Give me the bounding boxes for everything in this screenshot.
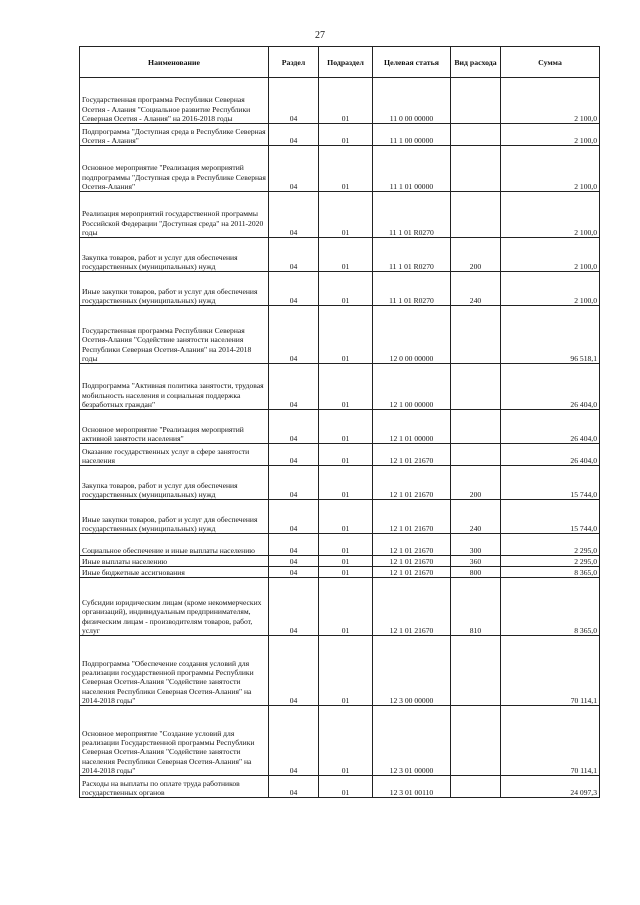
cell-type [451,146,501,192]
table-row [80,238,600,272]
cell-sum: 2 100,0 [501,78,600,124]
cell-type: 240 [451,500,501,534]
cell-name: Подпрограмма "Активная политика занятости, трудовая мобильность населения и социальная поддержка безработных граждан" [80,364,269,410]
cell-type [451,192,501,238]
cell-sum: 8 365,0 [501,578,600,636]
cell-target: 11 1 01 R0270 [373,238,451,272]
cell-section: 04 [269,466,319,500]
cell-target: 12 1 01 21670 [373,500,451,534]
table-row [80,567,600,578]
cell-name: Закупка товаров, работ и услуг для обеспечения государственных (муниципальных) нужд [80,238,269,272]
table-row [80,124,600,146]
cell-subsection: 01 [319,578,373,636]
cell-subsection: 01 [319,410,373,444]
column-header-sum: Сумма [501,47,600,78]
cell-target: 11 1 01 R0270 [373,272,451,306]
table-row [80,706,600,776]
cell-section: 04 [269,78,319,124]
cell-sum: 2 100,0 [501,272,600,306]
cell-subsection: 01 [319,776,373,798]
cell-type [451,444,501,466]
cell-name: Субсидии юридическим лицам (кроме некоммерческих организаций), индивидуальным предпринимателям, физическим лицам - производителям товаров, работ, услуг [80,578,269,636]
cell-sum: 2 295,0 [501,534,600,556]
cell-section: 04 [269,636,319,706]
cell-target: 12 3 00 00000 [373,636,451,706]
cell-name: Иные выплаты населению [80,556,269,567]
cell-subsection: 01 [319,556,373,567]
cell-target: 12 1 01 21670 [373,567,451,578]
cell-section: 04 [269,192,319,238]
cell-section: 04 [269,238,319,272]
budget-table [79,46,600,798]
cell-target: 12 1 01 21670 [373,444,451,466]
column-header-name: Наименование [80,47,269,78]
cell-type [451,78,501,124]
table-body [80,78,600,798]
table-row [80,192,600,238]
table-row [80,556,600,567]
cell-sum: 2 100,0 [501,192,600,238]
cell-type [451,706,501,776]
cell-subsection: 01 [319,706,373,776]
cell-name: Иные бюджетные ассигнования [80,567,269,578]
cell-target: 11 1 01 00000 [373,146,451,192]
cell-sum: 24 097,3 [501,776,600,798]
cell-name: Оказание государственных услуг в сфере занятости населения [80,444,269,466]
table-row [80,534,600,556]
cell-sum: 26 404,0 [501,444,600,466]
table-row [80,776,600,798]
cell-name: Закупка товаров, работ и услуг для обеспечения государственных (муниципальных) нужд [80,466,269,500]
table-row [80,578,600,636]
table-row [80,364,600,410]
cell-sum: 26 404,0 [501,364,600,410]
table-row [80,500,600,534]
cell-subsection: 01 [319,500,373,534]
cell-type [451,636,501,706]
cell-type [451,410,501,444]
cell-name: Основное мероприятие "Реализация мероприятий подпрограммы "Доступная среда в Республике Северная Осетия-Алания" [80,146,269,192]
table-row [80,146,600,192]
cell-section: 04 [269,306,319,364]
cell-section: 04 [269,567,319,578]
cell-section: 04 [269,534,319,556]
cell-target: 12 1 00 00000 [373,364,451,410]
cell-subsection: 01 [319,567,373,578]
column-header-target: Целевая статья [373,47,451,78]
cell-sum: 2 100,0 [501,238,600,272]
cell-target: 11 1 00 00000 [373,124,451,146]
column-header-type: Вид расхода [451,47,501,78]
cell-section: 04 [269,124,319,146]
cell-section: 04 [269,500,319,534]
cell-type: 240 [451,272,501,306]
cell-target: 12 0 00 00000 [373,306,451,364]
cell-subsection: 01 [319,124,373,146]
cell-type [451,364,501,410]
table-header-row [80,47,600,78]
cell-target: 11 1 01 R0270 [373,192,451,238]
cell-section: 04 [269,364,319,410]
cell-name: Подпрограмма "Доступная среда в Республике Северная Осетия - Алания" [80,124,269,146]
cell-name: Государственная программа Республики Северная Осетия-Алания "Содействие занятости населения Республики Северная Осетия-Алания" на 2014-2018 годы [80,306,269,364]
cell-name: Расходы на выплаты по оплате труда работников государственных органов [80,776,269,798]
cell-name: Социальное обеспечение и иные выплаты населению [80,534,269,556]
cell-target: 12 1 01 21670 [373,534,451,556]
cell-sum: 26 404,0 [501,410,600,444]
cell-section: 04 [269,410,319,444]
table-row [80,636,600,706]
cell-type: 300 [451,534,501,556]
cell-sum: 2 100,0 [501,124,600,146]
cell-section: 04 [269,706,319,776]
cell-sum: 2 295,0 [501,556,600,567]
cell-subsection: 01 [319,466,373,500]
cell-section: 04 [269,578,319,636]
cell-target: 12 1 01 21670 [373,556,451,567]
cell-name: Иные закупки товаров, работ и услуг для обеспечения государственных (муниципальных) нужд [80,500,269,534]
cell-sum: 70 114,1 [501,706,600,776]
cell-section: 04 [269,272,319,306]
cell-section: 04 [269,776,319,798]
cell-name: Подпрограмма "Обеспечение создания условий для реализации государственной программы Республики Северная Осетия-Алания "Содействие занятости населения Республики Северная Осетия-Алания" на 2014-2018 годы" [80,636,269,706]
cell-target: 12 3 01 00110 [373,776,451,798]
cell-subsection: 01 [319,146,373,192]
page-number: 27 [315,30,325,41]
cell-subsection: 01 [319,444,373,466]
cell-name: Иные закупки товаров, работ и услуг для обеспечения государственных (муниципальных) нужд [80,272,269,306]
cell-target: 12 1 01 21670 [373,578,451,636]
cell-sum: 96 518,1 [501,306,600,364]
cell-section: 04 [269,146,319,192]
cell-sum: 15 744,0 [501,466,600,500]
cell-name: Основное мероприятие "Создание условий для реализации Государственной программы Республики Северная Осетия-Алания "Содействие занятости населения Республики Северная Осетия-Алания" на 2014-2018 годы" [80,706,269,776]
cell-type [451,776,501,798]
cell-name: Реализация мероприятий государственной программы Российской Федерации "Доступная среда" на 2011-2020 годы [80,192,269,238]
cell-type: 200 [451,238,501,272]
cell-type [451,124,501,146]
table-row [80,466,600,500]
column-header-section: Раздел [269,47,319,78]
table-row [80,444,600,466]
column-header-subsection: Подраздел [319,47,373,78]
table-row [80,306,600,364]
cell-sum: 2 100,0 [501,146,600,192]
cell-subsection: 01 [319,78,373,124]
table-row [80,78,600,124]
cell-target: 12 1 01 00000 [373,410,451,444]
cell-type: 800 [451,567,501,578]
cell-subsection: 01 [319,192,373,238]
cell-sum: 15 744,0 [501,500,600,534]
cell-subsection: 01 [319,636,373,706]
cell-subsection: 01 [319,238,373,272]
cell-type [451,306,501,364]
cell-target: 11 0 00 00000 [373,78,451,124]
cell-type: 360 [451,556,501,567]
cell-sum: 8 365,0 [501,567,600,578]
cell-subsection: 01 [319,306,373,364]
table-row [80,410,600,444]
cell-subsection: 01 [319,364,373,410]
cell-subsection: 01 [319,534,373,556]
cell-section: 04 [269,556,319,567]
cell-section: 04 [269,444,319,466]
cell-name: Государственная программа Республики Северная Осетия - Алания "Социальное развитие Республики Северная Осетия - Алания" на 2016-2018 годы [80,78,269,124]
cell-type: 200 [451,466,501,500]
cell-target: 12 1 01 21670 [373,466,451,500]
table-row [80,272,600,306]
cell-type: 810 [451,578,501,636]
cell-name: Основное мероприятие "Реализация мероприятий активной занятости населения" [80,410,269,444]
cell-target: 12 3 01 00000 [373,706,451,776]
cell-subsection: 01 [319,272,373,306]
cell-sum: 70 114,1 [501,636,600,706]
